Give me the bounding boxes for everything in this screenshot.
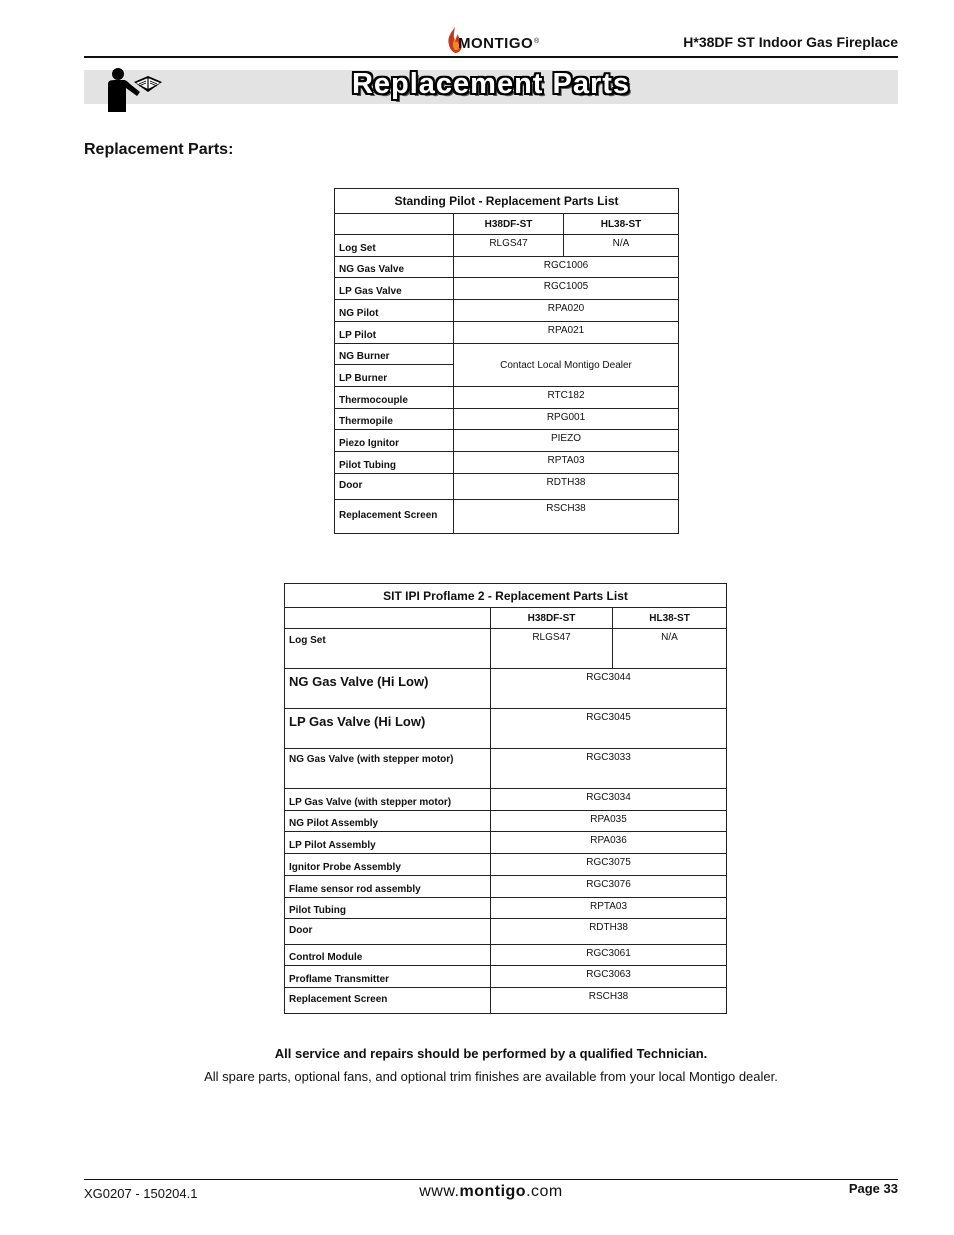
table-row — [285, 945, 727, 966]
table-row — [285, 709, 727, 749]
part-label: Log Set — [285, 629, 491, 669]
part-number: RGC3075 — [491, 854, 727, 876]
footer-divider — [84, 1179, 898, 1180]
part-label: Thermopile — [335, 409, 454, 430]
part-label: Ignitor Probe Assembly — [285, 854, 491, 876]
banner-title: Replacement Parts — [351, 68, 631, 100]
part-number: RPTA03 — [454, 452, 679, 474]
table-row — [335, 474, 679, 500]
table-row — [335, 257, 679, 278]
table-row — [335, 409, 679, 430]
part-number: RGC3034 — [491, 789, 727, 811]
table-row — [335, 322, 679, 344]
table-row — [335, 452, 679, 474]
part-label: Proflame Transmitter — [285, 966, 491, 988]
document-title: H*38DF ST Indoor Gas Fireplace — [683, 34, 898, 50]
part-label: NG Gas Valve — [335, 257, 454, 278]
part-number: RGC3045 — [491, 709, 727, 749]
table-row — [285, 811, 727, 832]
table-row — [335, 430, 679, 452]
part-number: N/A — [564, 235, 679, 257]
part-label: NG Gas Valve (with stepper motor) — [285, 749, 491, 789]
part-label: Flame sensor rod assembly — [285, 876, 491, 898]
table-row — [335, 278, 679, 300]
header-divider — [84, 56, 898, 58]
table-header-row — [285, 608, 727, 629]
part-label: Thermocouple — [335, 387, 454, 409]
part-label: Replacement Screen — [335, 500, 454, 534]
table-row — [285, 629, 727, 669]
logo-wordmark: MONTIGO — [458, 35, 534, 52]
service-note: All service and repairs should be performed by a qualified Technician. — [274, 1046, 708, 1061]
part-label: Door — [285, 919, 491, 945]
part-number: RGC1006 — [454, 257, 679, 278]
section-heading: Replacement Parts: — [84, 141, 234, 158]
table-row — [285, 898, 727, 919]
table-row — [285, 919, 727, 945]
url-prefix: www. — [419, 1183, 460, 1200]
montigo-logo — [446, 26, 546, 56]
part-label: LP Burner — [335, 365, 454, 387]
part-number: RSCH38 — [454, 500, 679, 534]
proflame-parts-table — [284, 583, 727, 1014]
table-row — [335, 387, 679, 409]
url-suffix: .com — [526, 1183, 563, 1200]
part-number: RGC3044 — [491, 669, 727, 709]
column-header-h38df-st: H38DF-ST — [491, 608, 613, 629]
table-row — [335, 235, 679, 257]
part-label: Pilot Tubing — [285, 898, 491, 919]
part-number: RPA021 — [454, 322, 679, 344]
part-number: RSCH38 — [491, 988, 727, 1014]
standing-pilot-parts-table — [334, 188, 679, 534]
part-number: RGC3033 — [491, 749, 727, 789]
table-row — [285, 669, 727, 709]
part-number: RPA020 — [454, 300, 679, 322]
table-title-row — [335, 189, 679, 214]
table-row — [285, 988, 727, 1014]
part-label: NG Gas Valve (Hi Low) — [285, 669, 491, 709]
part-number: PIEZO — [454, 430, 679, 452]
table-row — [335, 300, 679, 322]
part-number: RGC1005 — [454, 278, 679, 300]
part-label: Control Module — [285, 945, 491, 966]
column-header-hl38-st: HL38-ST — [564, 214, 679, 235]
table-title: Standing Pilot - Replacement Parts List — [335, 189, 679, 214]
column-header-hl38-st: HL38-ST — [613, 608, 727, 629]
part-number: N/A — [613, 629, 727, 669]
part-number: RGC3076 — [491, 876, 727, 898]
table-row — [335, 500, 679, 534]
part-number: RPTA03 — [491, 898, 727, 919]
table-row — [285, 876, 727, 898]
table-header-row — [335, 214, 679, 235]
document-code: XG0207 - 150204.1 — [84, 1186, 198, 1201]
part-number: RTC182 — [454, 387, 679, 409]
page-number: Page 33 — [848, 1181, 898, 1196]
url-brand: montigo — [459, 1183, 527, 1200]
table-row — [285, 966, 727, 988]
table-title-row — [285, 584, 727, 608]
availability-note: All spare parts, optional fans, and optional trim finishes are available from your local Montigo dealer. — [204, 1069, 778, 1084]
part-number: RPA036 — [491, 832, 727, 854]
part-label: LP Gas Valve (with stepper motor) — [285, 789, 491, 811]
part-label: Pilot Tubing — [335, 452, 454, 474]
part-number: RDTH38 — [454, 474, 679, 500]
empty-header-cell — [285, 608, 491, 629]
part-label: Piezo Ignitor — [335, 430, 454, 452]
empty-header-cell — [335, 214, 454, 235]
part-label: LP Pilot Assembly — [285, 832, 491, 854]
part-label: Log Set — [335, 235, 454, 257]
part-number: RGC3061 — [491, 945, 727, 966]
part-label: LP Gas Valve (Hi Low) — [285, 709, 491, 749]
part-number: RPG001 — [454, 409, 679, 430]
part-number: RLGS47 — [454, 235, 564, 257]
part-label: NG Burner — [335, 344, 454, 365]
part-label: LP Pilot — [335, 322, 454, 344]
part-number: RDTH38 — [491, 919, 727, 945]
table-row — [285, 749, 727, 789]
table-row — [285, 789, 727, 811]
registered-mark: ® — [534, 38, 540, 45]
table-row — [285, 854, 727, 876]
part-number: RGC3063 — [491, 966, 727, 988]
part-label: NG Pilot Assembly — [285, 811, 491, 832]
part-label: NG Pilot — [335, 300, 454, 322]
part-label: Door — [335, 474, 454, 500]
table-row — [285, 832, 727, 854]
contact-dealer-note: Contact Local Montigo Dealer — [454, 344, 679, 387]
table-row — [335, 344, 679, 365]
part-number: RPA035 — [491, 811, 727, 832]
part-label: Replacement Screen — [285, 988, 491, 1014]
table-title: SIT IPI Proflame 2 - Replacement Parts List — [285, 584, 727, 608]
part-number: RLGS47 — [491, 629, 613, 669]
column-header-h38df-st: H38DF-ST — [454, 214, 564, 235]
part-label: LP Gas Valve — [335, 278, 454, 300]
